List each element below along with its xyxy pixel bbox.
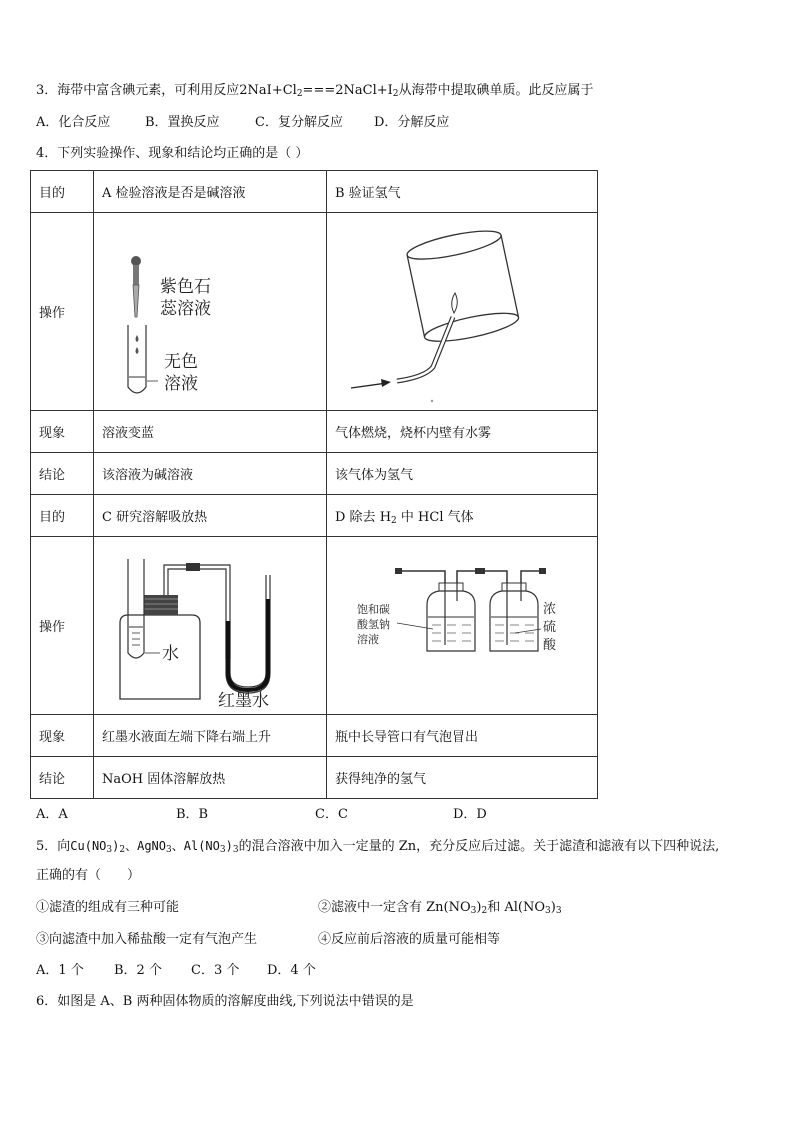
q3-stem: 3．海带中富含碘元素，可利用反应$2NaI+Cl_2===2NaCl+I_2$从海带中提取碘单质。此反应属于 bbox=[36, 83, 594, 99]
q5-statement-1: ①滤渣的组成有三种可能 bbox=[36, 900, 180, 915]
c-purpose: C 研究溶解吸放热 bbox=[94, 495, 327, 537]
d-phenomenon: 瓶中长导管口有气泡冒出 bbox=[327, 715, 598, 757]
washing-bottle-1 bbox=[427, 591, 475, 651]
fig-label-litmus-1: 紫色石 bbox=[160, 276, 211, 297]
q4-option-b: B．B bbox=[176, 807, 209, 822]
row-conclusion-cd bbox=[31, 757, 598, 799]
q5-option-a: A．1 个 bbox=[36, 963, 84, 978]
q3-option-a: A．化合反应 bbox=[36, 115, 111, 130]
d-figure-cell bbox=[327, 537, 598, 715]
tube-joint bbox=[186, 563, 200, 571]
row-phenomenon-cd bbox=[31, 715, 598, 757]
fig-label-litmus-2: 蕊溶液 bbox=[160, 298, 211, 319]
flame bbox=[452, 293, 458, 313]
label-operation-2: 操作 bbox=[31, 537, 94, 715]
dropper-test-tube-figure bbox=[102, 217, 302, 407]
row-conclusion-ab bbox=[31, 453, 598, 495]
dropper-tip bbox=[133, 285, 139, 317]
q3-option-b: B．置换反应 bbox=[145, 115, 220, 130]
arrow-head bbox=[381, 379, 391, 387]
c-phenomenon: 红墨水液面左端下降右端上升 bbox=[94, 715, 327, 757]
inner-test-tube bbox=[128, 559, 144, 658]
q3-option-d: D．分解反应 bbox=[374, 115, 450, 130]
a-purpose: A 检验溶液是否是碱溶液 bbox=[94, 171, 327, 213]
a-conclusion: 该溶液为碱溶液 bbox=[94, 453, 327, 495]
inverted-beaker bbox=[405, 225, 521, 347]
fig-label-h2so4-3: 酸 bbox=[543, 637, 557, 653]
q6-stem: 6．如图是 A、B 两种固体物质的溶解度曲线,下列说法中错误的是 bbox=[36, 994, 414, 1009]
q4-option-d: D．D bbox=[453, 807, 487, 822]
fig-label-h2so4-1: 浓 bbox=[543, 601, 557, 617]
a-phenomenon: 溶液变蓝 bbox=[94, 411, 327, 453]
speck bbox=[431, 399, 433, 401]
fig-label-nahco3-1: 饱和碳 bbox=[357, 602, 390, 616]
dissolution-heat-figure bbox=[102, 541, 307, 711]
q5-option-c: C．3 个 bbox=[191, 963, 240, 978]
inlet-tube bbox=[401, 571, 445, 583]
q5-statement-2: ②滤液中一定含有 $Zn(NO_3)_2$和 $Al(NO_3)_3$ bbox=[318, 900, 562, 916]
b-purpose: B 验证氢气 bbox=[327, 171, 598, 213]
gas-tube bbox=[397, 317, 453, 381]
d-purpose: D 除去 $H_2$ 中 HCl 气体 bbox=[327, 495, 598, 537]
label-purpose: 目的 bbox=[31, 171, 94, 213]
drop-1 bbox=[136, 335, 139, 342]
a-figure-cell bbox=[94, 213, 327, 411]
q3-option-c: C．复分解反应 bbox=[255, 115, 343, 130]
b-phenomenon: 气体燃烧，烧杯内壁有水雾 bbox=[327, 411, 598, 453]
inverted-beaker-figure bbox=[335, 217, 585, 407]
c-figure-cell bbox=[94, 537, 327, 715]
q5-option-b: B．2 个 bbox=[114, 963, 162, 978]
fig-label-water: 水 bbox=[162, 643, 179, 664]
label-purpose-2: 目的 bbox=[31, 495, 94, 537]
label-conclusion-2: 结论 bbox=[31, 757, 94, 799]
q5-statement-3: ③向滤渣中加入稀盐酸一定有气泡产生 bbox=[36, 932, 258, 947]
outlet-tube bbox=[521, 571, 541, 583]
label-operation: 操作 bbox=[31, 213, 94, 411]
q5-stem-line2: 正确的有（ ） bbox=[36, 868, 141, 883]
fig-label-nahco3-2: 酸氢钠 bbox=[357, 617, 390, 631]
c-conclusion: NaOH 固体溶解放热 bbox=[94, 757, 327, 799]
d-conclusion: 获得纯净的氢气 bbox=[327, 757, 598, 799]
row-phenomenon-ab bbox=[31, 411, 598, 453]
label-conclusion: 结论 bbox=[31, 453, 94, 495]
q4-table bbox=[30, 170, 598, 799]
fig-label-h2so4-2: 硫 bbox=[543, 619, 557, 635]
fig-label-red-ink: 红墨水 bbox=[218, 690, 269, 711]
row-operation-cd bbox=[31, 537, 598, 715]
fig-label-colorless-2: 溶液 bbox=[164, 373, 198, 394]
washing-bottle-2 bbox=[490, 591, 538, 651]
stopper bbox=[144, 595, 178, 615]
fig-label-nahco3-3: 溶液 bbox=[357, 632, 379, 646]
dropper-bulb bbox=[131, 256, 141, 266]
q5-statement-4: ④反应前后溶液的质量可能相等 bbox=[318, 932, 501, 947]
u-tube bbox=[226, 575, 270, 693]
label-phenomenon: 现象 bbox=[31, 411, 94, 453]
q4-stem: 4．下列实验操作、现象和结论均正确的是（ ） bbox=[36, 146, 309, 161]
label-phenomenon-2: 现象 bbox=[31, 715, 94, 757]
drop-2 bbox=[136, 347, 139, 354]
gas-washing-bottles-figure bbox=[335, 541, 585, 711]
row-purpose-ab bbox=[31, 171, 598, 213]
red-ink bbox=[228, 599, 268, 690]
row-purpose-cd bbox=[31, 495, 598, 537]
q4-option-a: A．A bbox=[36, 807, 68, 822]
dropper-body bbox=[133, 265, 139, 285]
q5-option-d: D．4 个 bbox=[267, 963, 316, 978]
q5-stem-line1: 5．向$Cu(NO_3)_2$、AgNO$_3$、$Al(NO_3)_3$的混合溶液中加入一定量的 Zn，充分反应后过滤。关于滤渣和滤液有以下四种说法, bbox=[36, 839, 720, 855]
row-operation-ab bbox=[31, 213, 598, 411]
fig-label-colorless-1: 无色 bbox=[164, 351, 198, 372]
b-figure-cell bbox=[327, 213, 598, 411]
q4-option-c: C．C bbox=[315, 807, 348, 822]
b-conclusion: 该气体为氢气 bbox=[327, 453, 598, 495]
